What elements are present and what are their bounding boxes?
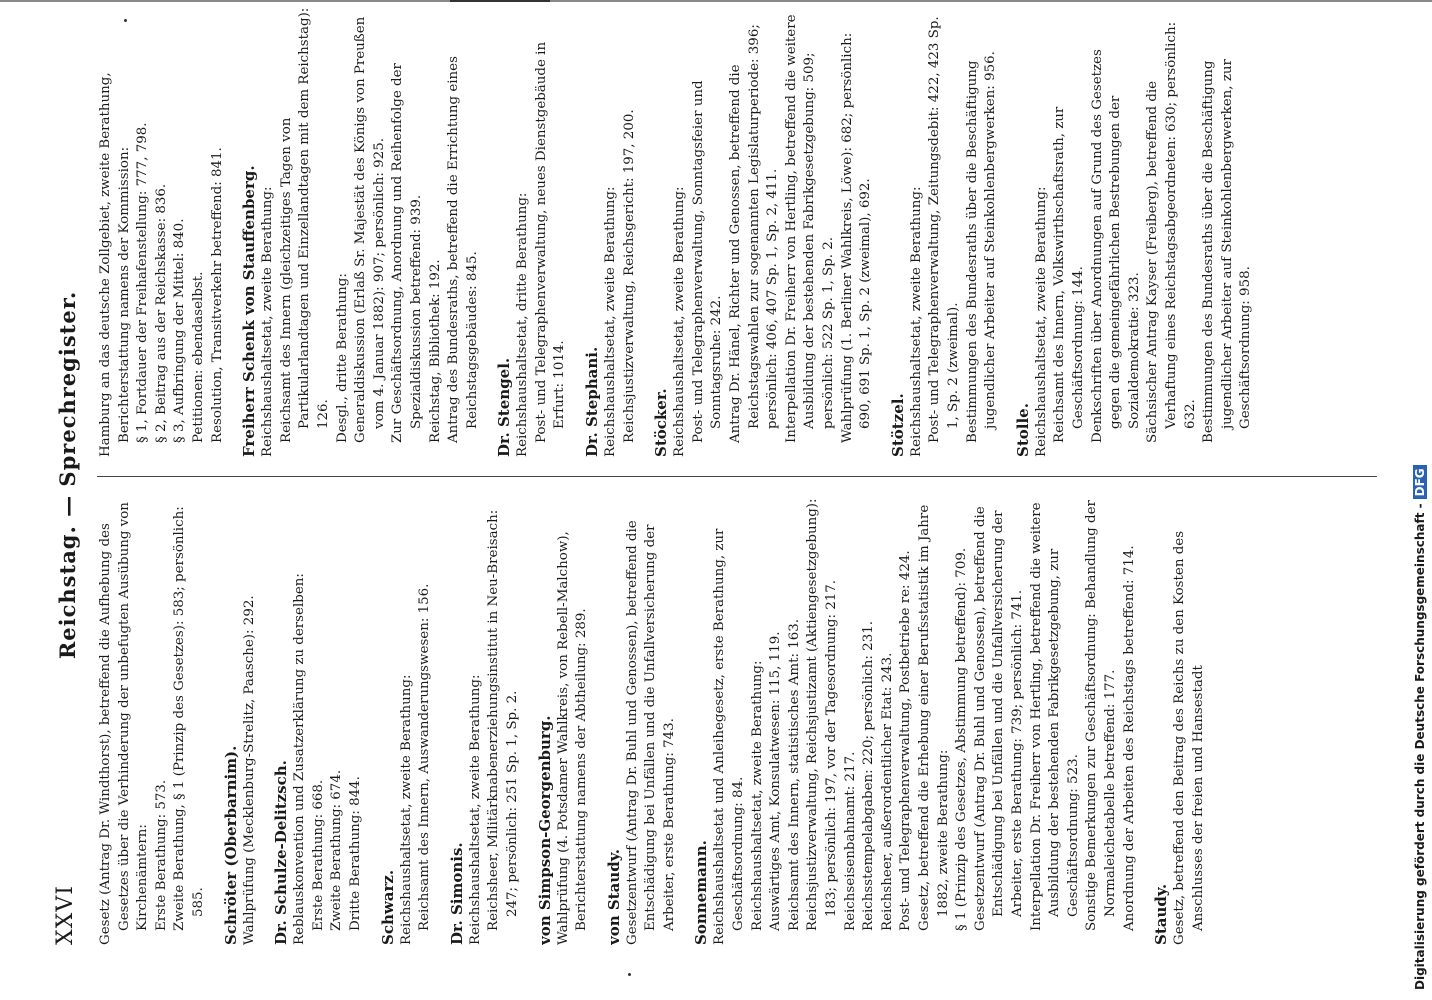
entry-line: Wahlprüfung (Mecklenburg-Strelitz, Paasche): 292.	[241, 595, 257, 945]
register-entry	[535, 493, 592, 945]
entry-line: Reichsamt des Innern (gleichzeitiges Tagen von Partikularlandtagen und Einzellandtagen mit dem Reichstag): 126.	[278, 7, 331, 443]
entry-line: Post- und Telegraphenverwaltung, Sonntagsfeier und Sonntagsruhe: 242.	[690, 80, 725, 443]
entry-line: Reichstag, Bibliothek: 192.	[427, 259, 443, 443]
scan-speck	[628, 973, 631, 976]
entry-line: Reichsheer, außerordentlicher Etat: 243.	[879, 652, 895, 931]
entry-line: Reichshaushaltsetat, zweite Berathung:	[908, 186, 924, 457]
entry-line: Gesetzentwurf (Antrag Dr. Buhl und Genossen), betreffend die Entschädigung bei Unfällen und die Unfallversicherung der Arbeiter, erste Berathung: 743.	[624, 520, 677, 945]
credit-text: Digitalisierung gefördert durch die Deutsche Forschungsgemeinschaft -	[1413, 503, 1427, 990]
entry-line: Interpellation Dr. Freiherr von Hertling, betreffend die weitere Ausbildung der bestehenden Fabrikgesetzgebung: 509; persönlich: 522 Sp. 1, Sp. 2.	[783, 14, 836, 443]
register-entry	[239, 5, 482, 457]
right-column	[97, 5, 1387, 457]
entry-line: Post- und Telegraphenverwaltung, neues Dienstgebäude in Erfurt: 1014.	[533, 41, 568, 443]
speaker-name: Freiherr Schenk von Stauffenberg.	[240, 165, 259, 457]
entry-line: Zweite Berathung: 674.	[329, 769, 345, 931]
entry-line: Interpellation Dr. Freiherr von Hertling, betreffend die weitere Ausbildung der bestehenden Fabrikgesetzgebung, zur Geschäftsordnung: 523.	[1028, 502, 1081, 931]
entry-line: Petitionen: ebendaselbst.	[190, 271, 206, 443]
entry-line: Wahlprüfung (4. Potsdamer Wahlkreis, von Rebell-Malchow), Berichterstattung namens der Abtheilung: 289.	[555, 531, 590, 945]
entry-line: Antrag des Bundesraths, betreffend die Errichtung eines Reichstagsgebäudes: 845.	[446, 56, 480, 443]
entry-line: Reichshaushaltsetat, zweite Berathung:	[467, 674, 483, 945]
speaker-name: Stöcker.	[652, 388, 671, 457]
entry-line: Gesetz, betreffend den Beitrag des Reichs zu den Kosten des Anschlusses der freien und Hansestadt	[1172, 530, 1206, 945]
register-entry	[271, 493, 365, 945]
register-entry	[691, 493, 1139, 945]
entry-line: Hamburg an das deutsche Zollgebiet, zweite Berathung, Berichterstattung namens der Kommission:	[98, 72, 132, 457]
entry-line: Reichsjustizverwaltung, Reichsjustizamt (Aktiengesetzgebung): 183; persönlich: 197, vor der Tagesordnung: 217.	[805, 498, 840, 931]
digitization-credit	[1411, 10, 1429, 990]
register-entry	[1013, 5, 1256, 457]
column-divider	[97, 476, 1377, 477]
entry-line: Reichsheer, Militärknabenerziehungsinstitut in Neu-Breisach: 247; persönlich: 251 Sp. 1, Sp. 2.	[486, 509, 520, 931]
register-entry	[447, 493, 523, 945]
speaker-name: von Staudy.	[604, 849, 623, 945]
entry-line: Reichshaushaltsetat, zweite Berathung:	[672, 186, 688, 457]
dfg-logo: DFG	[1413, 465, 1427, 499]
entry-line: Bestimmungen des Bundesraths über die Beschäftigung jugendlicher Arbeiter auf Steinkohlenbergwerken, zur Geschäftsordnung: 958.	[1201, 59, 1254, 443]
register-entry	[97, 493, 209, 945]
entry-line: § 3, Aufbringung der Mittel: 840.	[172, 218, 188, 443]
entry-line: Erste Berathung: 573.	[153, 779, 169, 931]
entry-line: Zur Geschäftsordnung, Anordnung und Reihenfolge der Spezialdiskussion betreffend: 939.	[390, 63, 424, 443]
top-scan-edge	[0, 0, 1432, 2]
register-entry	[888, 5, 1001, 457]
speaker-name: Staudy.	[1152, 883, 1171, 945]
entry-line: § 2, Beitrag aus der Reichskasse: 836.	[153, 183, 169, 443]
entry-line: Reichshaushaltsetat, dritte Berathung:	[515, 192, 531, 457]
speaker-name: Dr. Simonis.	[447, 842, 466, 945]
entry-line: Erste Berathung: 668.	[310, 779, 326, 931]
entry-line: § 1, Fortdauer der Freihafenstellung: 777, 798.	[135, 122, 151, 443]
entry-line: Reichsjustizverwaltung, Reichsgericht: 197, 200.	[621, 109, 637, 443]
entry-line: Gesetzentwurf (Antrag Dr. Buhl und Genossen), betreffend die Entschädigung bei Unfällen und die Unfallversicherung der Arbeiter, erste Berathung: 739; persönlich: 741.	[972, 506, 1025, 931]
speaker-name: Dr. Stephani.	[583, 346, 602, 457]
register-entry	[97, 5, 227, 457]
page-number: XXVI	[53, 885, 78, 945]
entry-line: Reichshaushaltsetat und Anleihegesetz, erste Berathung, zur Geschäftsordnung: 84.	[712, 528, 747, 945]
register-entry	[1151, 493, 1208, 945]
register-entry	[378, 493, 435, 945]
entry-line: Post- und Telegraphenverwaltung, Postbetriebe re: 424.	[898, 550, 914, 931]
entry-line: Desgl., dritte Berathung:	[334, 273, 350, 443]
entry-line: Reichsamt des Innern, Volkswirthschaftsrath, zur Geschäftsordnung: 144.	[1052, 106, 1086, 443]
top-scan-mark	[450, 0, 550, 2]
rotated-register-page	[53, 5, 1393, 945]
entry-line: Sächsischer Antrag Kayser (Freiberg), betreffend die Verhaftung eines Reichstagsabgeordneten: 630; persönlich: 632.	[1145, 21, 1198, 443]
speaker-name: Schröter (Oberbarnim).	[221, 745, 240, 945]
speaker-name: Sonnemann.	[692, 840, 711, 945]
left-column	[97, 493, 1387, 945]
entry-line: Reichsstempelabgaben: 220; persönlich: 231.	[861, 621, 877, 931]
entry-line: Wahlprüfung (1. Berliner Wahlkreis, Löwe): 682; persönlich: 690, 691 Sp. 1, Sp. 2 (zweimal), 692.	[839, 32, 874, 443]
entry-line: Anordnung der Arbeiten des Reichstags betreffend: 714.	[1121, 545, 1137, 931]
register-entry	[651, 5, 876, 457]
entry-line: Antrag Dr. Hänel, Richter und Genossen, betreffend die Reichstagswahlen zur sogenannten Legislaturperiode: 396; persönlich: 406, 407 Sp. 1, Sp. 2, 411.	[728, 24, 781, 443]
register-entry	[221, 493, 260, 945]
entry-line: Gesetz, betreffend die Erhebung einer Berufsstatistik im Jahre 1882, zweite Berathung:	[917, 504, 951, 931]
entry-line: Denkschriften über Anordnungen auf Grund des Gesetzes gegen die gemeingefährlichen Bestrebungen der Sozialdemokratie: 323.	[1089, 49, 1142, 443]
register-entry	[582, 5, 639, 457]
entry-line: Post- und Telegraphenverwaltung, Zeitungsdebit: 422, 423 Sp. 1, Sp. 2 (zweimal).	[927, 16, 961, 443]
entry-line: Reichshaushaltsetat, zweite Berathung:	[749, 660, 765, 931]
entry-line: Dritte Berathung: 844.	[347, 776, 363, 931]
register-entry	[494, 5, 570, 457]
running-title: Reichstag. — Sprechregister.	[55, 290, 80, 660]
entry-line: Zweite Berathung, § 1 (Prinzip des Gesetzes): 583; persönlich: 585.	[172, 506, 206, 931]
entry-line: Reichsamt des Innern, statistisches Amt: 163.	[786, 618, 802, 931]
speaker-name: Dr. Stengel.	[495, 357, 514, 457]
speaker-name: Dr. Schulze-Delitzsch.	[272, 760, 291, 945]
entry-line: Reichseisenbahnamt: 217.	[842, 751, 858, 931]
entry-line: Generaldiskussion (Erlaß Sr. Majestät des Königs von Preußen vom 4. Januar 1882): 907; persönlich: 925.	[353, 16, 387, 443]
entry-line: Bestimmungen des Bundesraths über die Beschäftigung jugendlicher Arbeiter auf Steinkohlenbergwerken: 956.	[964, 51, 999, 443]
entry-line: Resolution, Transitverkehr betreffend: 841.	[209, 147, 225, 443]
speaker-name: Stötzel.	[888, 393, 907, 457]
entry-line: Reichshaushaltsetat, zweite Berathung:	[398, 674, 414, 945]
register-entry	[604, 493, 680, 945]
entry-line: Sonstige Bemerkungen zur Geschäftsordnung: Behandlung der Normaleichetabelle betreffend: 177.	[1084, 500, 1118, 931]
speaker-name: von Simpson-Georgenburg.	[535, 715, 554, 945]
page-header	[53, 5, 87, 945]
entry-line: Reichsamt des Innern, Auswanderungswesen: 156.	[417, 583, 433, 931]
entry-line: Reichshaushaltsetat, zweite Berathung:	[1033, 186, 1049, 457]
entry-line: Reichshaushaltsetat, zweite Berathung:	[603, 186, 619, 457]
speaker-name: Stolle.	[1013, 403, 1032, 457]
speaker-name: Schwarz.	[378, 869, 397, 945]
entry-line: Auswärtiges Amt, Konsulatwesen: 115, 119.	[768, 631, 784, 931]
entry-line: Reblauskonvention und Zusatzerklärung zu derselben:	[292, 573, 308, 945]
entry-line: Reichshaushaltsetat, zweite Berathung:	[260, 186, 276, 457]
entry-line: Gesetz (Antrag Dr. Windthorst), betreffend die Aufhebung des Gesetzes über die Verhinderung der unbefugten Ausübung von Kirchenämtern:	[98, 502, 151, 945]
entry-line: § 1 (Prinzip des Gesetzes, Abstimmung betreffend): 709.	[954, 547, 970, 931]
